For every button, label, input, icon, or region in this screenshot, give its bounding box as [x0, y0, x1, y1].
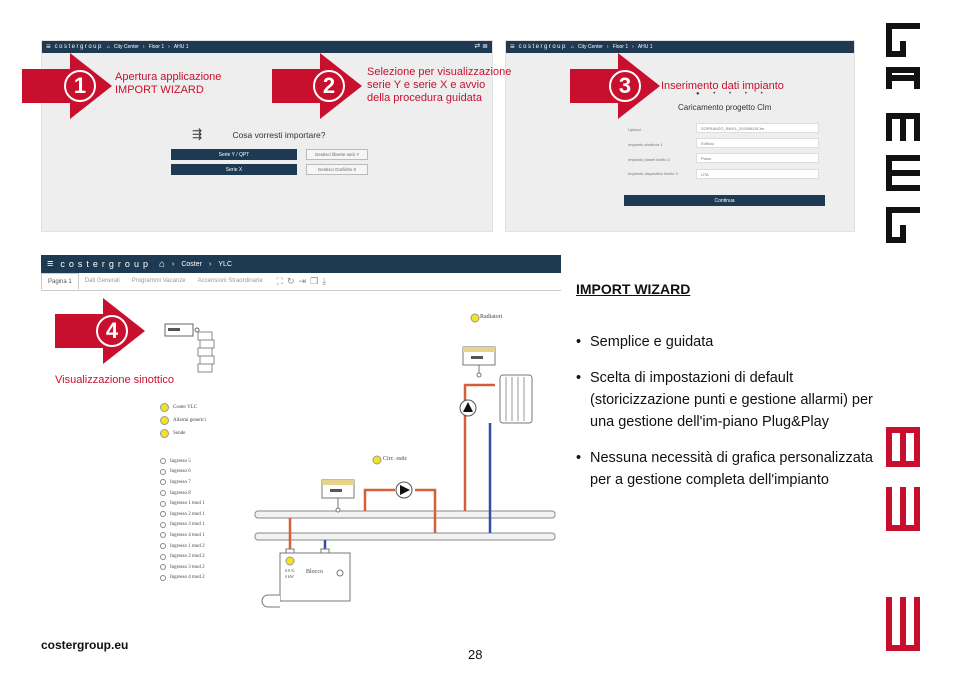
input-item[interactable] [160, 498, 205, 509]
toolbar-icons[interactable]: ⇄ ≣ [474, 43, 488, 50]
step-number: 4 [96, 315, 128, 347]
brand-logo: costergroup [518, 44, 567, 50]
level2-select[interactable]: Piano [696, 153, 819, 163]
input-label: Ingresso 1 mod 1 [170, 501, 205, 507]
status-led-icon [160, 416, 169, 425]
status-led-icon [160, 429, 169, 438]
controller-icon [463, 347, 495, 377]
export-icon[interactable]: ⇥ [298, 276, 307, 286]
step-number: 3 [609, 70, 641, 102]
legend-label: Coster YLC [173, 405, 198, 410]
legend-item[interactable] [160, 429, 186, 438]
input-status-icon [160, 564, 166, 570]
step-description [55, 374, 174, 387]
hamburger-icon[interactable]: ≡ [47, 258, 54, 270]
radiator-icon [500, 375, 532, 423]
chevron-right-icon: › [606, 44, 609, 50]
input-status-icon [160, 469, 166, 475]
field-label: Impianto planet livello 2 [628, 157, 670, 162]
input-label: Ingresso 4 mod 2 [170, 575, 205, 581]
chevron-right-icon: › [168, 44, 170, 50]
chevron-right-icon: › [632, 44, 634, 50]
synoptic-nav-bar [41, 255, 561, 273]
section-title: IMPORT WIZARD [576, 281, 691, 297]
home-icon[interactable]: ⌂ [158, 258, 165, 270]
step-line: Inserimento dati impianto [661, 80, 784, 92]
step-description [367, 66, 511, 105]
data-entry-screenshot [505, 40, 855, 232]
step-line: Apertura applicazione [115, 71, 222, 83]
radiatori-label: Radiatori [480, 314, 503, 320]
breadcrumb-item[interactable]: AHU 1 [637, 44, 653, 50]
step-line: Visualizzazione sinottico [55, 374, 175, 386]
chevron-right-icon: › [208, 260, 212, 268]
tab-holiday-programs[interactable]: Programmi Vacanze [131, 278, 186, 284]
breadcrumb-item[interactable]: Floor 1 [148, 44, 165, 50]
breadcrumb-item[interactable]: Floor 1 [612, 44, 629, 50]
input-item[interactable] [160, 530, 205, 541]
copy-icon[interactable]: ❐ [310, 276, 319, 286]
input-item[interactable] [160, 467, 205, 478]
page-number: 28 [468, 647, 483, 662]
input-label: Ingresso 2 mod 1 [170, 511, 205, 517]
input-item[interactable] [160, 520, 205, 531]
legend-label: Sonde [173, 431, 186, 436]
pump-icon [396, 482, 412, 498]
continue-button[interactable]: Continua [624, 195, 825, 206]
feature-list [576, 331, 876, 505]
feature-item: • Scelta di impostazioni di default (storicizzazione punti e gestione allarmi) per una gestione dell'im-piano Plug&Play [576, 367, 876, 433]
level3-select[interactable]: UTA [696, 169, 819, 179]
webgarage-vertical-logo [883, 20, 923, 660]
boiler-value: 0.0 % [285, 568, 295, 573]
step-line: della procedura guidata [367, 92, 482, 104]
tab-page1[interactable]: Pagina 1 [41, 273, 79, 290]
tab-toolbar [269, 273, 326, 290]
breadcrumb-item[interactable]: City Center [577, 44, 603, 50]
boiler-value: 0 kW [285, 574, 294, 579]
hamburger-icon[interactable]: ≡ [46, 42, 51, 51]
input-status-icon [160, 522, 166, 528]
return-manifold [255, 533, 555, 540]
boiler-icon [262, 549, 350, 607]
brand-logo: costergroup [54, 44, 103, 50]
circuit-label: Circ. estic [383, 456, 408, 462]
input-label: Ingresso 3 mod 1 [170, 522, 205, 528]
input-status-icon [160, 575, 166, 581]
wizard-progress-dots: ● • • • • [696, 91, 769, 97]
step-number: 1 [64, 70, 96, 102]
field-label: Impianto dispositivo livello 3 [628, 171, 678, 176]
import-question [192, 127, 326, 141]
nav-bar [506, 41, 854, 53]
manage-y-library-button[interactable]: Gestisci librerie serii Y [306, 149, 368, 160]
serie-x-button[interactable]: Serie X [171, 164, 297, 175]
input-item[interactable] [160, 456, 205, 467]
step-description [661, 80, 784, 93]
download-icon[interactable]: ⤓ [322, 276, 327, 286]
controller-icon [322, 480, 354, 512]
footer-url: costergroup.eu [41, 638, 129, 652]
hamburger-icon[interactable]: ≡ [510, 42, 515, 51]
input-item[interactable] [160, 573, 205, 584]
input-label: Ingresso 8 [170, 490, 191, 496]
status-led-icon [160, 403, 169, 412]
step-line: serie Y e serie X e avvio [367, 79, 486, 91]
import-icon: ⇶ [192, 127, 203, 141]
home-icon[interactable]: ⌂ [570, 44, 574, 50]
legend-label: Allarmi generici [173, 418, 206, 423]
input-status-icon [160, 479, 166, 485]
field-label: Upload [628, 127, 641, 132]
feature-item: • Nessuna necessità di grafica personalizzata per a gestione completa dell'impianto [576, 447, 876, 491]
brand-logo: costergroup [60, 259, 152, 269]
input-label: Ingresso 3 mod 2 [170, 564, 205, 570]
input-item[interactable] [160, 477, 205, 488]
breadcrumb-item[interactable]: Coster [181, 260, 202, 268]
input-label: Ingresso 6 [170, 469, 191, 475]
input-label: Ingresso 4 mod 1 [170, 532, 205, 538]
question-text: Cosa vorresti importare? [232, 130, 326, 140]
legend-item[interactable] [160, 416, 206, 425]
input-item[interactable] [160, 509, 205, 520]
input-status-icon [160, 501, 166, 507]
tab-extra-starts[interactable]: Accensioni Straordinarie [197, 278, 263, 284]
tab-general-data[interactable]: Dati Generali [84, 278, 120, 284]
input-label: Ingresso 1 mod 2 [170, 543, 205, 549]
step-line: IMPORT WIZARD [115, 84, 204, 96]
boiler-label: Blocco [306, 569, 323, 575]
home-icon[interactable]: ⌂ [106, 44, 110, 50]
refresh-icon[interactable]: ↻ [286, 276, 295, 286]
input-label: Ingresso 2 mod 2 [170, 554, 205, 560]
input-label: Ingresso 7 [170, 479, 191, 485]
step-number: 2 [313, 70, 345, 102]
manage-x-graphics-button[interactable]: Gestisci Grafiche X [306, 164, 368, 175]
inputs-list [160, 456, 205, 583]
input-status-icon [160, 543, 166, 549]
wizard-title: Caricamento progetto Clm [678, 103, 772, 112]
input-item[interactable] [160, 551, 205, 562]
input-item[interactable] [160, 541, 205, 552]
chevron-right-icon: › [142, 44, 145, 50]
synoptic-tabs [41, 273, 561, 291]
fullscreen-icon[interactable]: ⛶ [276, 276, 283, 286]
breadcrumb-item[interactable]: City Center [113, 44, 139, 50]
input-item[interactable] [160, 562, 205, 573]
chevron-right-icon: › [172, 260, 175, 268]
field-label: Impianto struttura 1 [628, 142, 663, 147]
pump-icon [460, 400, 476, 416]
feature-item: • Semplice e guidata [576, 331, 876, 353]
controller-device-image [160, 320, 220, 380]
step-description [115, 71, 221, 97]
input-item[interactable] [160, 488, 205, 499]
input-label: Ingresso 5 [170, 458, 191, 464]
legend-item[interactable] [160, 403, 197, 412]
level1-select[interactable]: Edificio [696, 138, 819, 148]
input-status-icon [160, 554, 166, 560]
serie-y-button[interactable]: Serie Y / QPT [171, 149, 297, 160]
breadcrumb-item[interactable]: YLC [218, 260, 232, 268]
step-line: Selezione per visualizzazione [367, 66, 512, 78]
input-status-icon [160, 511, 166, 517]
breadcrumb-item[interactable]: AHU 1 [173, 44, 189, 50]
nav-bar [42, 41, 492, 53]
input-status-icon [160, 458, 166, 464]
input-status-icon [160, 490, 166, 496]
upload-field[interactable]: SOPRANZO_RMX1_20200815Clm [696, 123, 819, 133]
supply-manifold [255, 511, 555, 518]
input-status-icon [160, 532, 166, 538]
